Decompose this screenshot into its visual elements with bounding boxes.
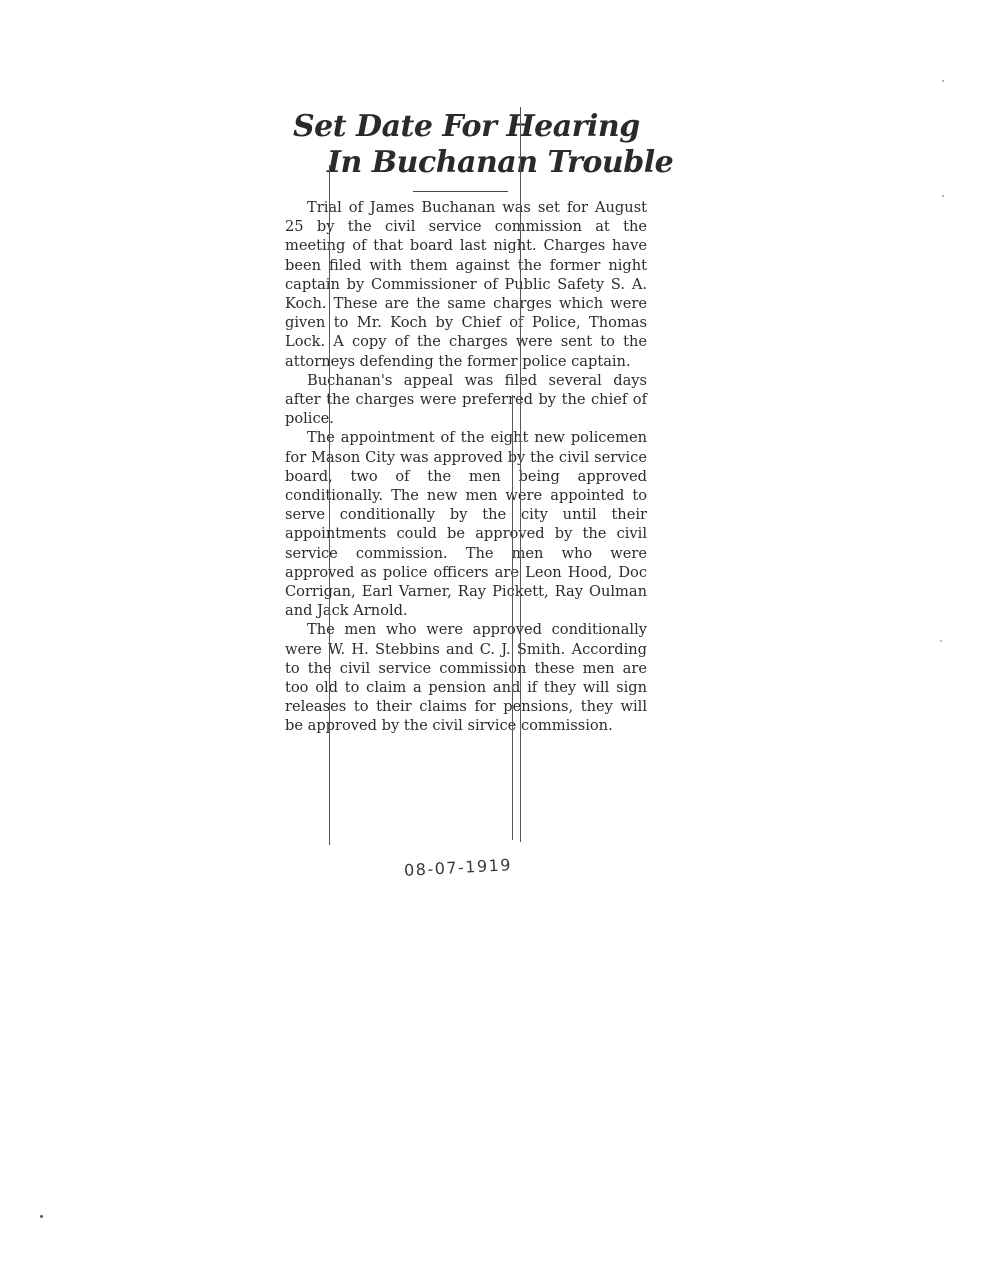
fold-crease [512,395,513,840]
article-paragraph-3: The appointment of the eight new policemen for Mason City was approved by the civil service board, two of the men being approved conditionally. The new men were appointed to serve conditionally by the city until their appointments could be approved by the civil service commission. The men who were approved as police officers are Leon Hood, Doc Corrigan, Earl Varner, Ray Pickett, Ray Oulman and Jack Arnold. [285,429,647,620]
scan-speck [942,80,944,82]
handwritten-date: 08-07-1919 [403,855,513,880]
headline-divider [413,191,508,192]
article-paragraph-1: Trial of James Buchanan was set for August 25 by the civil service commission at the meeting of that board last night. Charges have been filed with them against the former night captain by Commissioner of Public Safety S. A. Koch. These are the same charges which were given to Mr. Koch by Chief of Police, Thomas Lock. A copy of the charges were sent to the attorneys defending the former police captain. [285,199,647,370]
headline-line-2: In Buchanan Trouble [327,145,674,180]
scan-speck [40,1215,43,1218]
fold-crease [520,107,521,842]
newspaper-clipping [285,105,674,850]
scan-speck [940,640,942,642]
article-paragraph-4: The men who were approved conditionally were W. H. Stebbins and C. J. Smith. According to the civil service commission these men are too old to claim a pension and if they will sign releases to their claims for pensions, they will be approved by the civil sirvice commission. [285,621,647,735]
article-paragraph-2: Buchanan's appeal was filed several days after the charges were preferred by the chief of police. [285,371,647,428]
headline-line-1: Set Date For Hearing [293,109,640,144]
fold-crease [329,165,330,845]
scan-speck [942,195,944,197]
article-body [285,198,647,736]
